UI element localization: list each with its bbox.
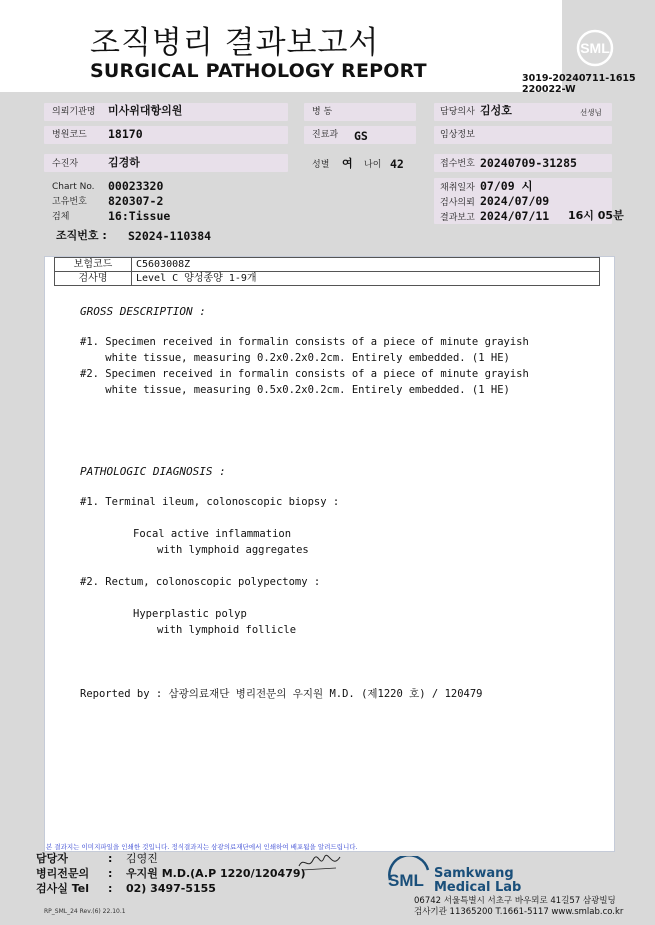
diagnosis-item1-line2: with lymphoid aggregates: [157, 544, 309, 556]
report-id-line2: 220022-W: [522, 84, 576, 95]
recipient-box: [44, 154, 288, 172]
sml-footer-logo: [384, 856, 434, 896]
test-name-label: 검사명: [55, 272, 132, 286]
lab-name-line2: Medical Lab: [434, 880, 522, 895]
sml-logo: [566, 28, 624, 68]
request-date-label: 검사의뢰: [440, 198, 475, 208]
receipt-no-value: 20240709-31285: [480, 156, 577, 170]
sex-label: 성별: [312, 160, 330, 170]
unique-no-label: 고유번호: [52, 197, 87, 207]
form-code: RP_SML_24 Rev.(6) 22.10.1: [44, 908, 126, 915]
lab-tel-value: 02) 3497-5155: [126, 882, 216, 895]
report-id: [522, 73, 636, 95]
chart-no-label: Chart No.: [52, 182, 95, 192]
pathologist-value: 우지원 M.D.(A.P 1220/120479): [126, 867, 306, 880]
pathologist-label: 병리전문의: [36, 867, 90, 880]
receipt-no-label: 접수번호: [440, 159, 475, 169]
lab-name-line1: Samkwang: [434, 866, 514, 881]
gross-line-4: white tissue, measuring 0.5x0.2x0.2cm. Entirely embedded. (1 HE): [80, 384, 510, 396]
collection-date-label: 채취일자: [440, 183, 475, 193]
collection-date-value: 07/09 시: [480, 179, 533, 193]
footer-notice: 본 결과지는 이미지파일을 인쇄한 것입니다. 정식결과지는 삼광의료재단에서 인쇄하여 배포됨을 알려드립니다.: [46, 843, 358, 851]
report-date-value: 2024/07/11: [480, 209, 550, 223]
doctor-label: 담당의사: [440, 107, 475, 117]
doctor-suffix: 선생님: [580, 108, 602, 117]
lab-tel-label: 검사실 Tel: [36, 882, 89, 895]
hospital-code-label: 병원코드: [52, 130, 87, 140]
staff-label: 담당자: [36, 852, 68, 865]
report-date-label: 결과보고: [440, 213, 475, 223]
sex-value: 여: [342, 157, 353, 170]
request-date-value: 2024/07/09: [480, 194, 550, 208]
test-name-row: [55, 272, 600, 286]
insurance-code-value: C5603008Z: [132, 258, 600, 272]
report-title-korean: 조직병리 결과보고서: [90, 25, 380, 61]
svg-text:SML: SML: [580, 40, 610, 56]
lab-tel-colon: :: [108, 882, 113, 895]
institution-label: 의뢰기관명: [52, 107, 96, 117]
diagnosis-item2-line2: with lymphoid follicle: [157, 624, 297, 636]
institution-value: 미사위대항의원: [108, 104, 183, 117]
svg-text:SML: SML: [388, 871, 424, 890]
insurance-code-row: [55, 258, 600, 272]
report-time-value: 16시 05분: [568, 209, 624, 222]
staff-colon: :: [108, 852, 113, 865]
tissue-no-value: S2024-110384: [128, 229, 212, 243]
report-id-line1: 3019-20240711-1615: [522, 73, 636, 84]
report-title-english: SURGICAL PATHOLOGY REPORT: [90, 60, 427, 82]
ward-label: 병 동: [312, 107, 333, 117]
tissue-no-label: 조직번호 :: [56, 229, 107, 242]
diagnosis-item2-title: #2. Rectum, colonoscopic polypectomy :: [80, 576, 321, 588]
doctor-value: 김성호: [480, 104, 512, 117]
staff-value: 김영진: [126, 852, 158, 865]
test-name-value: Level C 양성종양 1-9개: [132, 272, 600, 286]
dept-value: GS: [354, 129, 368, 143]
chart-no-value: 00023320: [108, 179, 164, 193]
recipient-label: 수진자: [52, 159, 79, 169]
pathologist-signature: [296, 852, 344, 874]
diagnosis-item1-line1: Focal active inflammation: [133, 528, 292, 540]
age-label: 나이: [364, 160, 382, 170]
dept-label: 진료과: [312, 130, 339, 140]
age-value: 42: [390, 157, 404, 171]
gross-heading: GROSS DESCRIPTION :: [80, 305, 206, 318]
specimen-label: 검체: [52, 212, 70, 222]
reported-by: Reported by : 삼광의료재단 병리전문의 우지원 M.D. (제1220 호) / 120479: [80, 688, 483, 700]
pathologist-colon: :: [108, 867, 113, 880]
unique-no-value: 820307-2: [108, 194, 164, 208]
insurance-table: [54, 257, 600, 286]
hospital-code-value: 18170: [108, 127, 143, 141]
specimen-value: 16:Tissue: [108, 209, 171, 223]
gross-line-3: #2. Specimen received in formalin consists of a piece of minute grayish: [80, 368, 529, 380]
lab-info: 검사기관 11365200 T.1661-5117 www.smlab.co.kr: [414, 907, 624, 917]
diagnosis-item2-line1: Hyperplastic polyp: [133, 608, 247, 620]
gross-line-2: white tissue, measuring 0.2x0.2x0.2cm. Entirely embedded. (1 HE): [80, 352, 510, 364]
gross-line-1: #1. Specimen received in formalin consists of a piece of minute grayish: [80, 336, 529, 348]
recipient-value: 김경하: [108, 156, 140, 169]
diagnosis-heading: PATHOLOGIC DIAGNOSIS :: [80, 465, 226, 478]
diagnosis-item1-title: #1. Terminal ileum, colonoscopic biopsy :: [80, 496, 340, 508]
clinical-info-label: 임상정보: [440, 130, 475, 140]
insurance-code-label: 보험코드: [55, 258, 132, 272]
lab-address: 06742 서울특별시 서초구 바우뫼로 41길57 삼광빌딩: [414, 896, 616, 906]
